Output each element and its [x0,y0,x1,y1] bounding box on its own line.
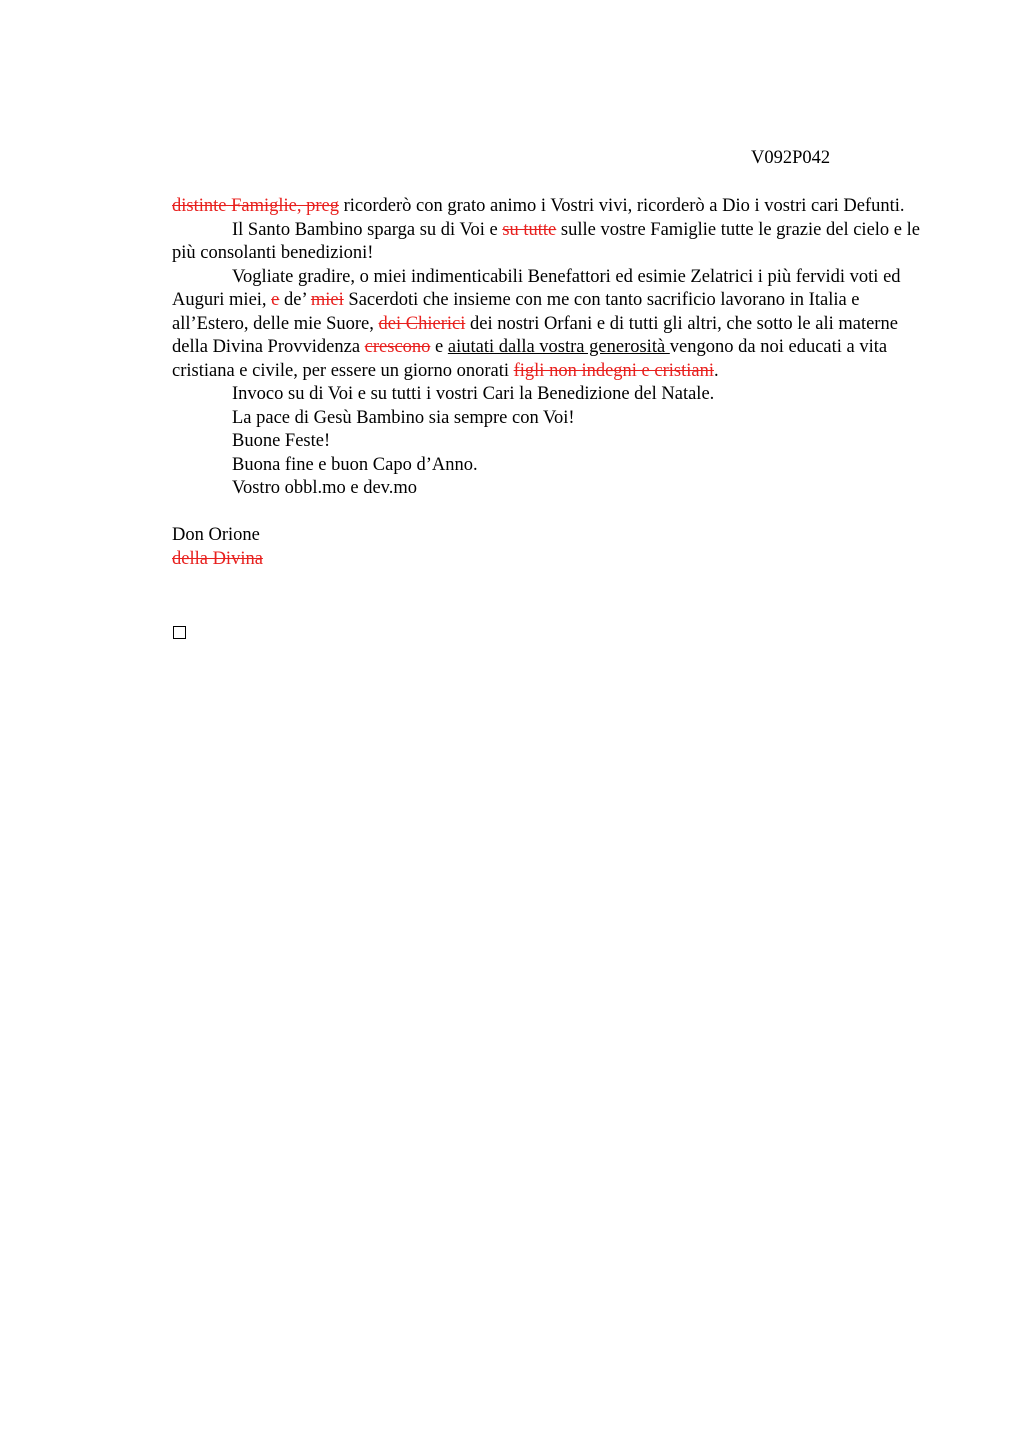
text-run: Vogliate gradire, o miei indimenticabili Benefattori ed esimie Zelatrici i più fervidi voti ed Auguri miei, [172,266,901,310]
text-run: sulle vostre Famiglie tutte le grazie del cielo e le più consolanti benedizioni! [172,219,920,263]
closing-line: Vostro obbl.mo e dev.mo [232,478,417,498]
paragraph-5: La pace di Gesù Bambino sia sempre con Voi! [232,407,575,428]
text-run: ricorderò con grato animo i Vostri vivi, ricorderò a Dio i vostri cari Defunti. [339,196,905,216]
deleted-text: distinte Famiglie, preg [172,196,339,216]
text-run: e [430,337,448,357]
letter-body [172,195,932,571]
deleted-text: crescono [364,337,431,357]
paragraph-1 [172,195,932,219]
text-run: vengono da noi educati a vita cristiana e civile, per essere un giorno onorati [172,337,888,381]
text-run: . [713,360,719,381]
text-run: Il Santo Bambino sparga su di Voi e [232,219,503,240]
deleted-text: e [271,290,280,310]
deleted-text: figli non indegni e cristiani [513,360,714,381]
paragraph-7: Buona fine e buon Capo d’Anno. [232,454,478,475]
paragraph-6: Buone Feste! [232,431,331,451]
signature-deleted-text: della Divina [172,548,263,569]
document-id: V092P042 [751,148,831,168]
spacer [172,501,932,525]
deleted-text: dei Chierici [378,313,466,334]
deleted-text: su tutte [502,219,557,240]
paragraph-2 [172,219,932,266]
text-run: de’ [279,290,311,310]
deleted-text: miei [310,290,344,310]
inserted-text: aiutati dalla vostra generosità [447,337,670,357]
paragraph-3 [172,266,932,384]
text-run: dei nostri Orfani e di tutti gli altri, che sotto le ali materne della Divina Provvidenza [172,313,898,357]
paragraph-4: Invoco su di Voi e su tutti i vostri Cari la Benedizione del Natale. [232,384,715,404]
signature-name: Don Orione [172,525,260,545]
checkbox-square-icon [173,626,186,639]
text-run: Sacerdoti che insieme con me con tanto sacrificio lavorano in Italia e all’Estero, delle mie Suore, [172,290,860,334]
